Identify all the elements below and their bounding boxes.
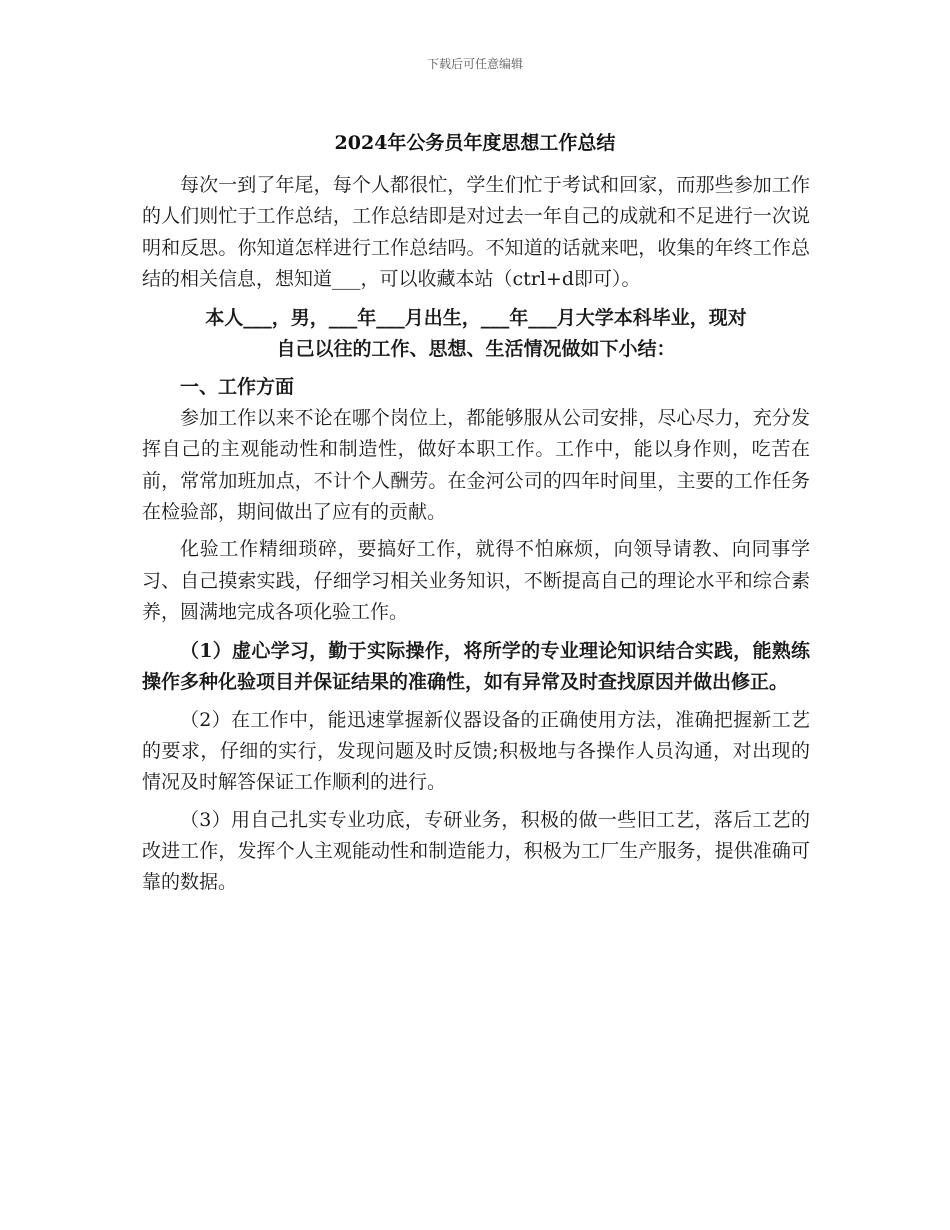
- document-body: [142, 170, 810, 899]
- document-title: 2024年公务员年度思想工作总结: [334, 132, 616, 154]
- work-paragraph-2: 化验工作精细琐碎，要搞好工作，就得不怕麻烦，向领导请教、向同事学习、自己摸索实践，仔细学习相关业务知识，不断提高自己的理论水平和综合素养，圆满地完成各项化验工作。: [142, 538, 810, 623]
- summary-intro-line: 自己以往的工作、思想、生活情况做如下小结：: [276, 338, 676, 361]
- work-item-1: （1）虚心学习，勤于实际操作，将所学的专业理论知识结合实践，能熟练操作多种化验项目并保证结果的准确性，如有异常及时查找原因并做出修正。: [142, 640, 810, 694]
- section-heading-work: 一、工作方面: [180, 375, 295, 398]
- work-paragraph-1: 参加工作以来不论在哪个岗位上，都能够服从公司安排，尽心尽力，充分发挥自己的主观能动性和制造性，做好本职工作。工作中，能以身作则，吃苦在前，常常加班加点，不计个人酬劳。在金河公司的四年时间里，主要的工作任务在检验部，期间做出了应有的贡献。: [142, 407, 810, 523]
- work-item-3: （3）用自己扎实专业功底，专研业务，积极的做一些旧工艺，落后工艺的改进工作，发挥个人主观能动性和制造能力，积极为工厂生产服务，提供准确可靠的数据。: [142, 808, 810, 894]
- personal-info-line: 本人___，男，___年___月出生，___年___月大学本科毕业，现对: [205, 307, 747, 330]
- header-note: 下载后可任意编辑: [426, 57, 523, 71]
- work-item-2: （2）在工作中，能迅速掌握新仪器设备的正确使用方法，准确把握新工艺的要求，仔细的实行，发现问题及时反馈;积极地与各操作人员沟通，对出现的情况及时解答保证工作顺利的进行。: [142, 708, 810, 794]
- intro-paragraph: 每次一到了年尾，每个人都很忙，学生们忙于考试和回家，而那些参加工作的人们则忙于工作总结，工作总结即是对过去一年自己的成就和不足进行一次说明和反思。你知道怎样进行工作总结吗。不知道的话就来吧，收集的年终工作总结的相关信息，想知道___，可以收藏本站（ctrl+d即可）。: [142, 174, 810, 290]
